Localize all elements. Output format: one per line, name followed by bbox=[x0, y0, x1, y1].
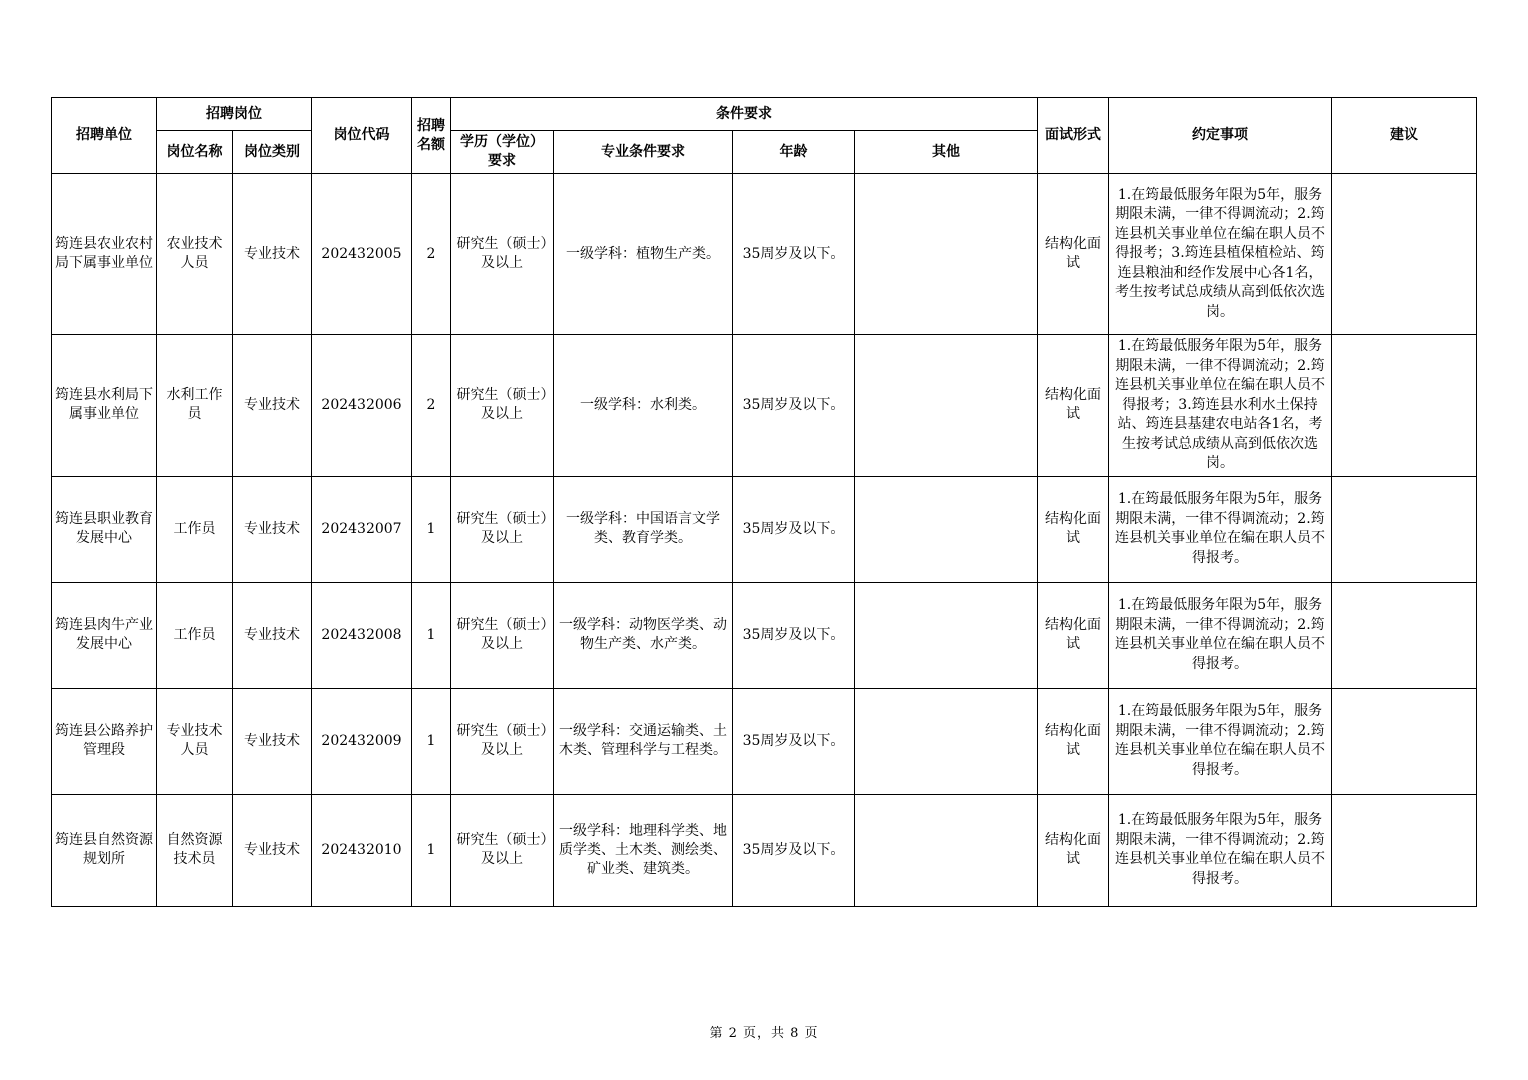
cell-suggestion bbox=[1332, 794, 1477, 906]
cell-code: 202432005 bbox=[312, 174, 412, 335]
cell-code: 202432006 bbox=[312, 335, 412, 477]
cell-major: 一级学科：交通运输类、土木类、管理科学与工程类。 bbox=[554, 688, 733, 794]
cell-position-name: 水利工作员 bbox=[157, 335, 233, 477]
cell-age: 35周岁及以下。 bbox=[733, 582, 855, 688]
header-row-1 bbox=[52, 98, 1477, 131]
header-position: 招聘岗位 bbox=[157, 98, 312, 131]
header-education: 学历（学位）要求 bbox=[451, 131, 554, 174]
header-suggestion: 建议 bbox=[1332, 98, 1477, 174]
cell-quota: 2 bbox=[412, 335, 451, 477]
page-number: 第 2 页，共 8 页 bbox=[709, 1026, 819, 1041]
cell-interview: 结构化面试 bbox=[1038, 476, 1109, 582]
cell-interview: 结构化面试 bbox=[1038, 794, 1109, 906]
table-row bbox=[52, 476, 1477, 582]
cell-position-name: 工作员 bbox=[157, 476, 233, 582]
cell-unit: 筠连县农业农村局下属事业单位 bbox=[52, 174, 157, 335]
cell-position-name: 农业技术人员 bbox=[157, 174, 233, 335]
header-quota: 招聘名额 bbox=[412, 98, 451, 174]
header-other: 其他 bbox=[855, 131, 1038, 174]
cell-terms: 1.在筠最低服务年限为5年，服务期限未满，一律不得调流动；2.筠连县机关事业单位在编在职人员不得报考。 bbox=[1109, 476, 1332, 582]
cell-suggestion bbox=[1332, 688, 1477, 794]
table-row bbox=[52, 335, 1477, 477]
cell-age: 35周岁及以下。 bbox=[733, 476, 855, 582]
cell-major: 一级学科：动物医学类、动物生产类、水产类。 bbox=[554, 582, 733, 688]
cell-unit: 筠连县水利局下属事业单位 bbox=[52, 335, 157, 477]
cell-education: 研究生（硕士）及以上 bbox=[451, 174, 554, 335]
cell-suggestion bbox=[1332, 582, 1477, 688]
cell-position-category: 专业技术 bbox=[233, 794, 312, 906]
table-row bbox=[52, 174, 1477, 335]
table-row bbox=[52, 582, 1477, 688]
recruitment-table bbox=[51, 97, 1477, 907]
cell-age: 35周岁及以下。 bbox=[733, 174, 855, 335]
cell-position-name: 自然资源技术员 bbox=[157, 794, 233, 906]
cell-unit: 筠连县肉牛产业发展中心 bbox=[52, 582, 157, 688]
cell-major: 一级学科：地理科学类、地质学类、土木类、测绘类、矿业类、建筑类。 bbox=[554, 794, 733, 906]
cell-education: 研究生（硕士）及以上 bbox=[451, 688, 554, 794]
header-position-category: 岗位类别 bbox=[233, 131, 312, 174]
cell-position-name: 专业技术人员 bbox=[157, 688, 233, 794]
header-code: 岗位代码 bbox=[312, 98, 412, 174]
header-conditions: 条件要求 bbox=[451, 98, 1038, 131]
cell-position-category: 专业技术 bbox=[233, 476, 312, 582]
cell-other bbox=[855, 794, 1038, 906]
cell-other bbox=[855, 476, 1038, 582]
cell-interview: 结构化面试 bbox=[1038, 582, 1109, 688]
cell-position-category: 专业技术 bbox=[233, 688, 312, 794]
table-row bbox=[52, 794, 1477, 906]
cell-suggestion bbox=[1332, 174, 1477, 335]
cell-suggestion bbox=[1332, 335, 1477, 477]
cell-other bbox=[855, 688, 1038, 794]
cell-major: 一级学科：中国语言文学类、教育学类。 bbox=[554, 476, 733, 582]
cell-unit: 筠连县职业教育发展中心 bbox=[52, 476, 157, 582]
cell-quota: 2 bbox=[412, 174, 451, 335]
cell-code: 202432010 bbox=[312, 794, 412, 906]
header-position-name: 岗位名称 bbox=[157, 131, 233, 174]
header-major: 专业条件要求 bbox=[554, 131, 733, 174]
cell-terms: 1.在筠最低服务年限为5年，服务期限未满，一律不得调流动；2.筠连县机关事业单位在编在职人员不得报考；3.筠连县植保植检站、筠连县粮油和经作发展中心各1名，考生按考试总成绩从高到低依次选岗。 bbox=[1109, 174, 1332, 335]
cell-quota: 1 bbox=[412, 688, 451, 794]
cell-age: 35周岁及以下。 bbox=[733, 688, 855, 794]
cell-unit: 筠连县公路养护管理段 bbox=[52, 688, 157, 794]
cell-interview: 结构化面试 bbox=[1038, 174, 1109, 335]
cell-code: 202432008 bbox=[312, 582, 412, 688]
cell-quota: 1 bbox=[412, 582, 451, 688]
cell-terms: 1.在筠最低服务年限为5年，服务期限未满，一律不得调流动；2.筠连县机关事业单位在编在职人员不得报考；3.筠连县水利水土保持站、筠连县基建农电站各1名，考生按考试总成绩从高到低依次选岗。 bbox=[1109, 335, 1332, 477]
cell-education: 研究生（硕士）及以上 bbox=[451, 476, 554, 582]
cell-other bbox=[855, 174, 1038, 335]
cell-code: 202432007 bbox=[312, 476, 412, 582]
cell-position-name: 工作员 bbox=[157, 582, 233, 688]
cell-terms: 1.在筠最低服务年限为5年，服务期限未满，一律不得调流动；2.筠连县机关事业单位在编在职人员不得报考。 bbox=[1109, 794, 1332, 906]
header-unit: 招聘单位 bbox=[52, 98, 157, 174]
cell-terms: 1.在筠最低服务年限为5年，服务期限未满，一律不得调流动；2.筠连县机关事业单位在编在职人员不得报考。 bbox=[1109, 688, 1332, 794]
cell-interview: 结构化面试 bbox=[1038, 335, 1109, 477]
header-interview: 面试形式 bbox=[1038, 98, 1109, 174]
cell-interview: 结构化面试 bbox=[1038, 688, 1109, 794]
cell-position-category: 专业技术 bbox=[233, 174, 312, 335]
cell-other bbox=[855, 335, 1038, 477]
cell-position-category: 专业技术 bbox=[233, 582, 312, 688]
header-age: 年龄 bbox=[733, 131, 855, 174]
cell-suggestion bbox=[1332, 476, 1477, 582]
cell-education: 研究生（硕士）及以上 bbox=[451, 582, 554, 688]
cell-age: 35周岁及以下。 bbox=[733, 335, 855, 477]
header-terms: 约定事项 bbox=[1109, 98, 1332, 174]
cell-terms: 1.在筠最低服务年限为5年，服务期限未满，一律不得调流动；2.筠连县机关事业单位在编在职人员不得报考。 bbox=[1109, 582, 1332, 688]
cell-position-category: 专业技术 bbox=[233, 335, 312, 477]
cell-unit: 筠连县自然资源规划所 bbox=[52, 794, 157, 906]
cell-major: 一级学科：水利类。 bbox=[554, 335, 733, 477]
table-row bbox=[52, 688, 1477, 794]
cell-age: 35周岁及以下。 bbox=[733, 794, 855, 906]
cell-education: 研究生（硕士）及以上 bbox=[451, 794, 554, 906]
cell-education: 研究生（硕士）及以上 bbox=[451, 335, 554, 477]
cell-major: 一级学科：植物生产类。 bbox=[554, 174, 733, 335]
cell-quota: 1 bbox=[412, 794, 451, 906]
cell-code: 202432009 bbox=[312, 688, 412, 794]
cell-quota: 1 bbox=[412, 476, 451, 582]
cell-other bbox=[855, 582, 1038, 688]
